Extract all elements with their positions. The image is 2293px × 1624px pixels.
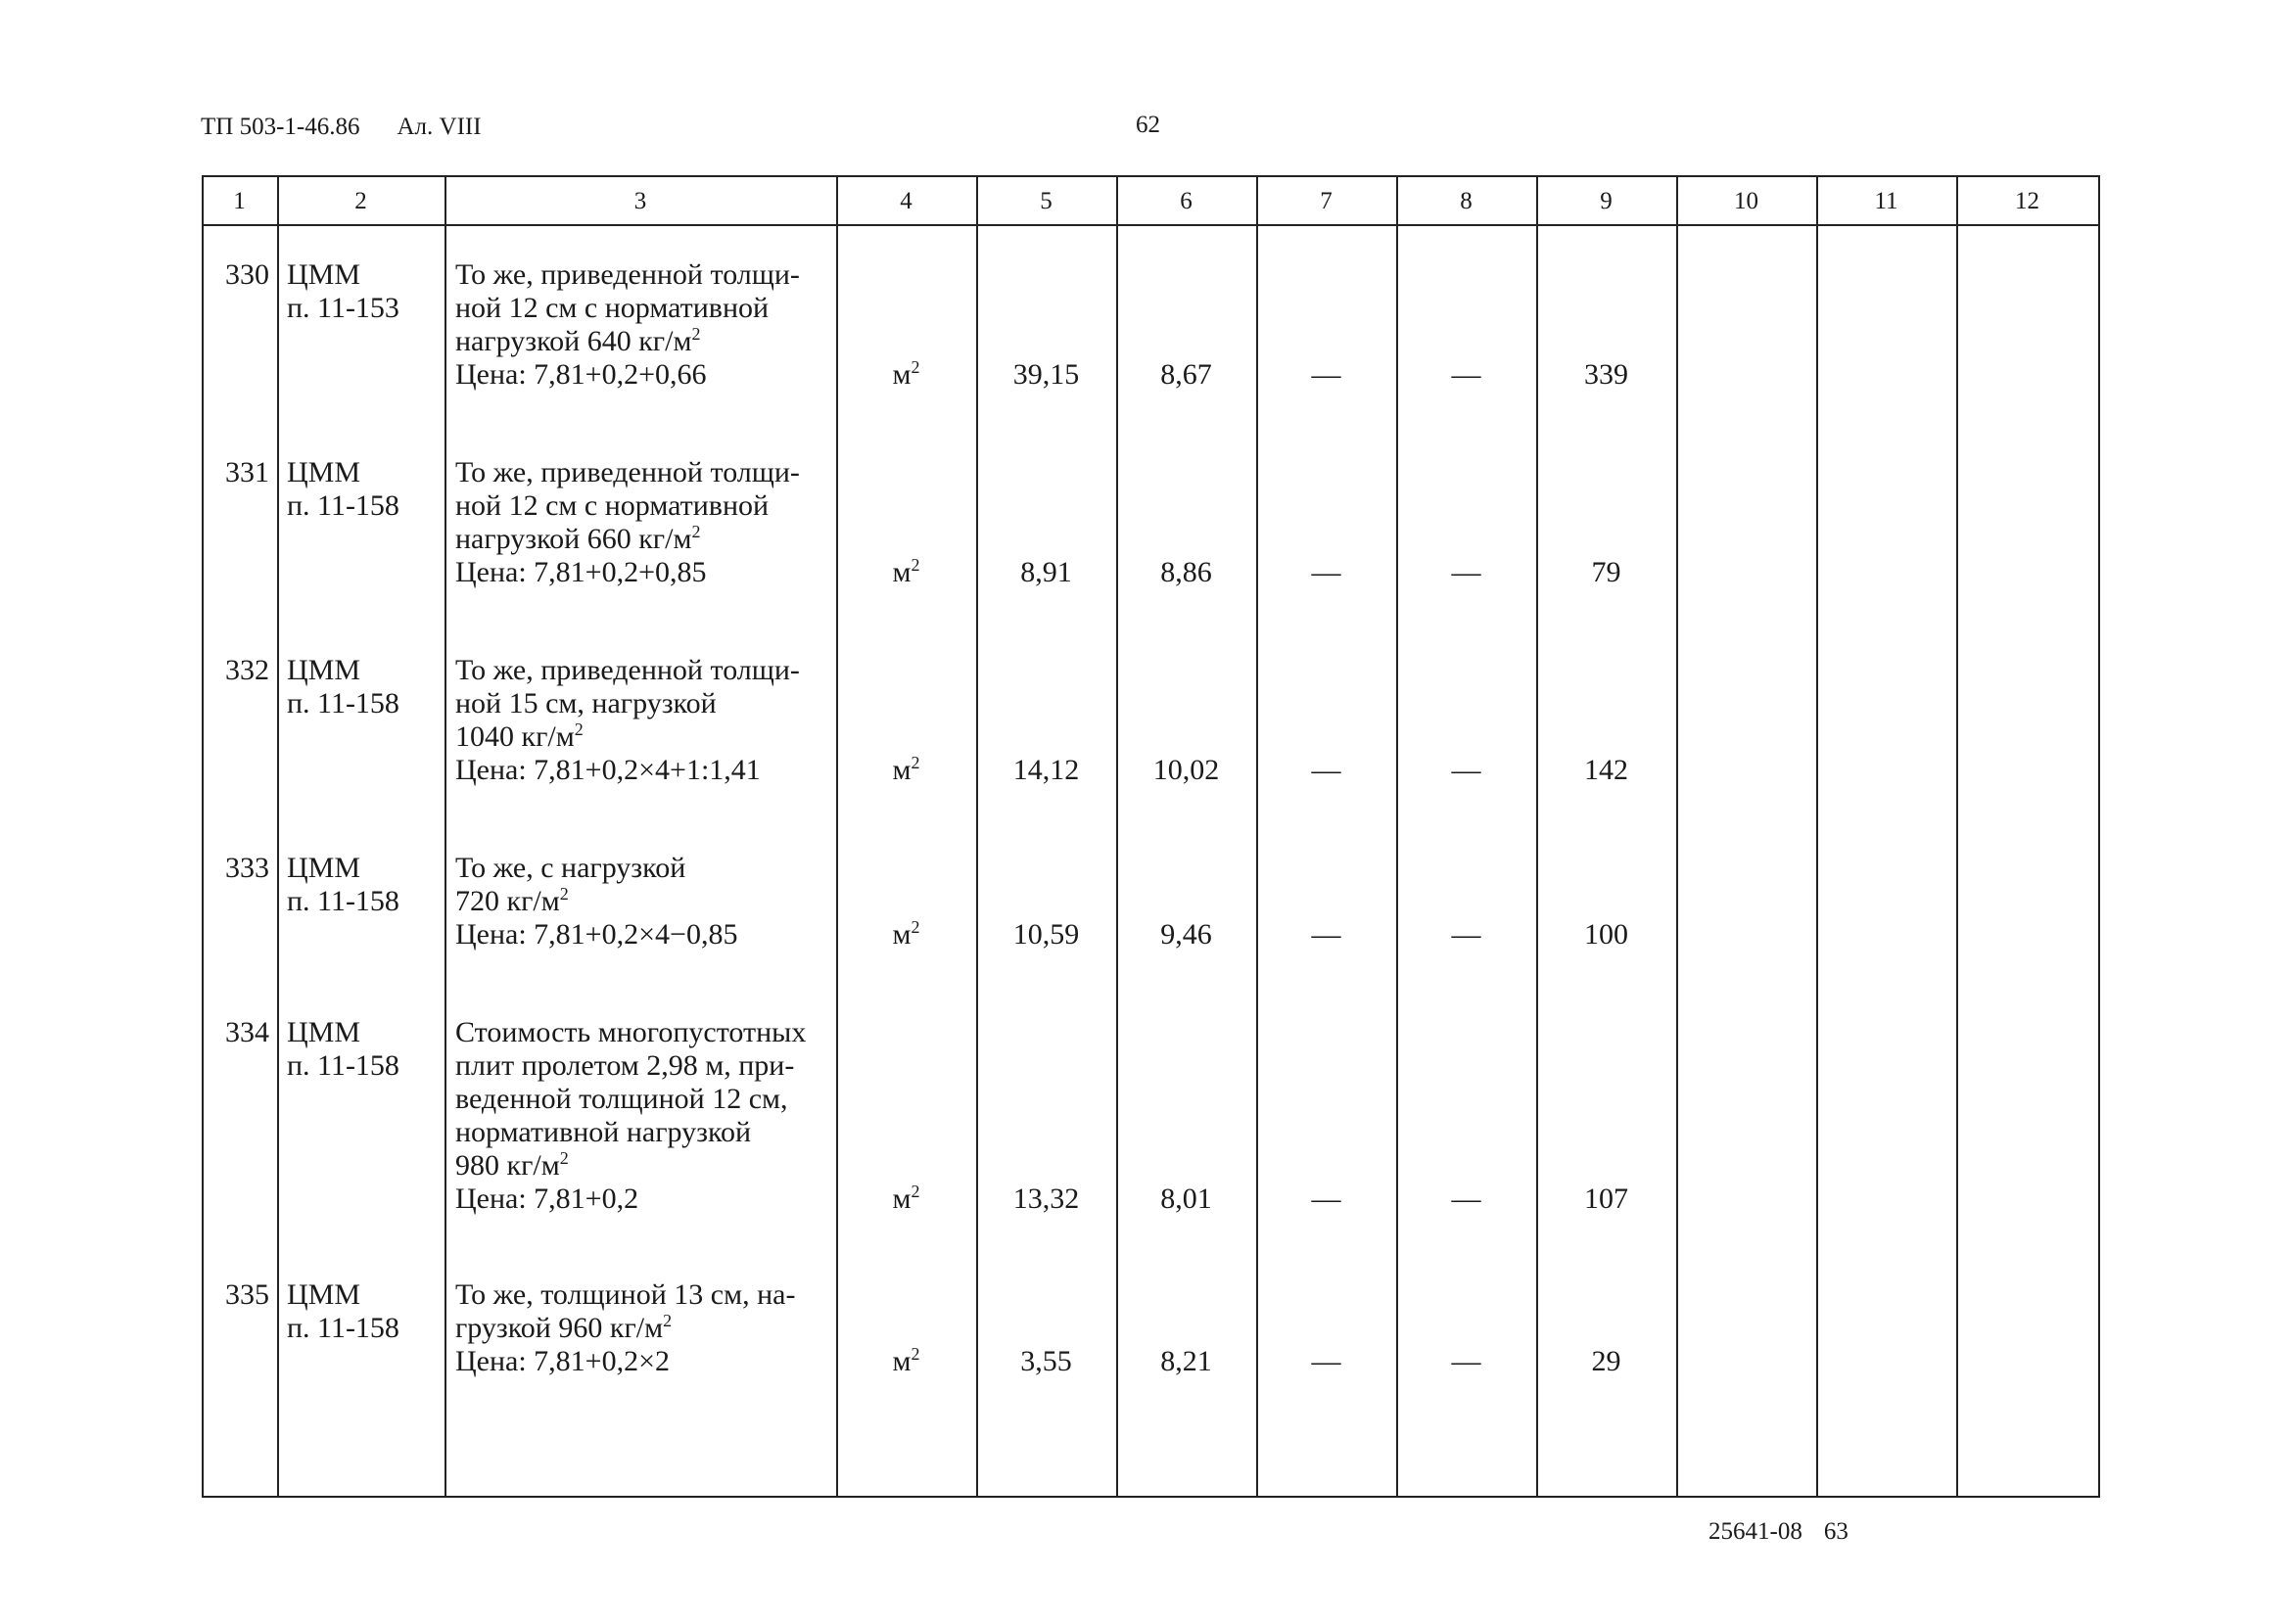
unit-superscript: 2 <box>911 753 920 772</box>
col-border <box>2098 175 2100 1498</box>
column-number: 11 <box>1874 188 1898 214</box>
row-code-line: п. 11-158 <box>287 885 399 917</box>
footer-page-number: 63 <box>1823 1518 1848 1545</box>
column-number: 2 <box>354 188 367 214</box>
unit-superscript: 2 <box>691 522 701 541</box>
value-col-5: 8,91 <box>1020 556 1072 588</box>
row-unit <box>836 1345 976 1378</box>
column-number: 7 <box>1320 188 1333 214</box>
row-code <box>287 1016 399 1083</box>
unit-text: м <box>892 1345 912 1377</box>
description-text: То же, толщиной 13 см, на- <box>455 1278 796 1311</box>
col-border <box>1816 175 1818 1498</box>
col-border <box>277 175 279 1498</box>
description-text: Цена: 7,81+0,2+0,85 <box>455 556 707 588</box>
description-line <box>455 754 835 787</box>
doc-code-text: ТП 503-1-46.86 <box>201 114 360 140</box>
unit-superscript: 2 <box>911 555 920 575</box>
description-text: Цена: 7,81+0,2 <box>455 1183 639 1215</box>
row-code <box>287 1278 399 1345</box>
column-number: 5 <box>1040 188 1053 214</box>
description-text: То же, приведенной толщи- <box>455 456 800 488</box>
value-col-5: 10,59 <box>1012 918 1080 951</box>
row-unit <box>836 754 976 787</box>
description-text: То же, с нагрузкой <box>455 852 686 884</box>
footer-doc-number: 25641-08 <box>1708 1518 1802 1545</box>
description-line <box>455 687 835 720</box>
row-unit <box>836 358 976 392</box>
value-col-9: 142 <box>1584 754 1628 786</box>
row-description <box>455 654 835 787</box>
description-line <box>455 720 835 754</box>
description-text: То же, приведенной толщи- <box>455 654 800 686</box>
row-code-line: ЦММ <box>287 258 361 291</box>
description-text: нагрузкой 660 кг/м <box>455 523 692 555</box>
description-line <box>455 1049 835 1083</box>
value-col-6: 8,86 <box>1160 556 1212 588</box>
description-line <box>455 918 835 951</box>
description-text: 720 кг/м <box>455 885 560 917</box>
description-text: плит пролетом 2,98 м, при- <box>455 1049 795 1082</box>
description-line <box>455 1278 835 1312</box>
description-line <box>455 358 835 392</box>
value-col-7: — <box>1311 556 1341 588</box>
description-text: Цена: 7,81+0,2×4+1:1,41 <box>455 754 761 786</box>
value-col-7: — <box>1311 754 1341 786</box>
description-line <box>455 258 835 292</box>
description-text: Цена: 7,81+0,2×2 <box>455 1345 671 1377</box>
row-number: 332 <box>225 654 269 686</box>
description-text: веденной толщиной 12 см, <box>455 1083 788 1115</box>
unit-text: м <box>892 918 912 951</box>
unit-superscript: 2 <box>559 884 569 904</box>
row-code-line: п. 11-158 <box>287 1049 399 1082</box>
col-border <box>1676 175 1678 1498</box>
value-col-9: 339 <box>1584 358 1628 391</box>
value-col-9: 107 <box>1584 1183 1628 1215</box>
row-number: 334 <box>225 1016 269 1048</box>
value-col-7: — <box>1311 1345 1341 1377</box>
description-text: нагрузкой 640 кг/м <box>455 325 692 357</box>
page-number-top: 62 <box>1136 112 1160 138</box>
row-code-line: ЦММ <box>287 1016 361 1048</box>
description-line <box>455 489 835 523</box>
row-code <box>287 456 399 523</box>
description-line <box>455 1016 835 1049</box>
description-line <box>455 1183 835 1216</box>
unit-superscript: 2 <box>691 324 701 344</box>
value-col-7: — <box>1311 358 1341 391</box>
value-col-5: 13,32 <box>1012 1183 1080 1215</box>
column-number: 1 <box>233 188 246 214</box>
description-line <box>455 523 835 556</box>
footer <box>1708 1518 1848 1546</box>
description-line <box>455 325 835 358</box>
value-col-5: 14,12 <box>1012 754 1080 786</box>
row-code <box>287 852 399 918</box>
description-text: грузкой 960 кг/м <box>455 1312 664 1344</box>
description-line <box>455 556 835 589</box>
column-number: 9 <box>1600 188 1613 214</box>
column-number: 8 <box>1460 188 1473 214</box>
value-col-8: — <box>1451 918 1481 951</box>
row-code-line: п. 11-158 <box>287 687 399 719</box>
description-text: 1040 кг/м <box>455 720 575 753</box>
description-line <box>455 1083 835 1116</box>
value-col-8: — <box>1451 1345 1481 1377</box>
description-text: 980 кг/м <box>455 1149 560 1182</box>
description-text: Стоимость многопустотных <box>455 1016 807 1048</box>
description-line <box>455 1149 835 1183</box>
description-text: ной 12 см с нормативной <box>455 489 770 522</box>
unit-superscript: 2 <box>911 1182 920 1201</box>
row-description <box>455 258 835 392</box>
column-number: 3 <box>633 188 647 214</box>
unit-superscript: 2 <box>574 719 584 739</box>
row-code-line: п. 11-158 <box>287 489 399 522</box>
description-text: Цена: 7,81+0,2×4−0,85 <box>455 918 738 951</box>
row-number: 335 <box>225 1278 269 1311</box>
row-unit <box>836 1183 976 1216</box>
row-description <box>455 852 835 951</box>
column-number: 6 <box>1180 188 1193 214</box>
description-text: нормативной нагрузкой <box>455 1116 752 1148</box>
row-number: 331 <box>225 456 269 488</box>
value-col-8: — <box>1451 1183 1481 1215</box>
value-col-7: — <box>1311 918 1341 951</box>
value-col-6: 8,01 <box>1160 1183 1212 1215</box>
value-col-6: 9,46 <box>1160 918 1212 951</box>
col-border <box>445 175 446 1498</box>
document-code <box>201 114 482 141</box>
value-col-5: 3,55 <box>1020 1345 1072 1377</box>
description-line <box>455 456 835 489</box>
unit-text: м <box>892 1183 912 1215</box>
description-line <box>455 885 835 918</box>
value-col-9: 100 <box>1584 918 1628 951</box>
description-text: То же, приведенной толщи- <box>455 258 800 291</box>
description-text: ной 15 см, нагрузкой <box>455 687 717 719</box>
unit-text: м <box>892 358 912 391</box>
row-code-line: ЦММ <box>287 654 361 686</box>
row-description <box>455 456 835 589</box>
value-col-8: — <box>1451 358 1481 391</box>
value-col-6: 8,67 <box>1160 358 1212 391</box>
col-border <box>1956 175 1958 1498</box>
row-code-line: п. 11-153 <box>287 292 399 324</box>
description-line <box>455 1116 835 1149</box>
description-line <box>455 852 835 885</box>
row-unit <box>836 556 976 589</box>
row-code-line: ЦММ <box>287 852 361 884</box>
value-col-9: 79 <box>1591 556 1621 588</box>
description-line <box>455 292 835 325</box>
row-code-line: ЦММ <box>287 1278 361 1311</box>
column-number: 4 <box>900 188 913 214</box>
unit-superscript: 2 <box>911 1344 920 1364</box>
unit-superscript: 2 <box>911 917 920 937</box>
description-text: ной 12 см с нормативной <box>455 292 770 324</box>
value-col-9: 29 <box>1591 1345 1621 1377</box>
row-unit <box>836 918 976 951</box>
unit-text: м <box>892 754 912 786</box>
row-code-line: ЦММ <box>287 456 361 488</box>
row-number: 330 <box>225 258 269 291</box>
description-text: Цена: 7,81+0,2+0,66 <box>455 358 707 391</box>
row-number: 333 <box>225 852 269 884</box>
unit-text: м <box>892 556 912 588</box>
description-line <box>455 1312 835 1345</box>
row-code <box>287 654 399 720</box>
unit-superscript: 2 <box>663 1311 673 1330</box>
sheet-label: Ал. VIII <box>397 114 482 140</box>
value-col-8: — <box>1451 754 1481 786</box>
unit-superscript: 2 <box>911 357 920 377</box>
value-col-8: — <box>1451 556 1481 588</box>
value-col-5: 39,15 <box>1012 358 1080 391</box>
unit-superscript: 2 <box>559 1148 569 1168</box>
row-description <box>455 1278 835 1378</box>
column-number: 10 <box>1734 188 1758 214</box>
row-code-line: п. 11-158 <box>287 1312 399 1344</box>
value-col-6: 8,21 <box>1160 1345 1212 1377</box>
description-line <box>455 654 835 687</box>
value-col-6: 10,02 <box>1152 754 1220 786</box>
value-col-7: — <box>1311 1183 1341 1215</box>
column-number: 12 <box>2015 188 2039 214</box>
row-code <box>287 258 399 325</box>
description-line <box>455 1345 835 1378</box>
row-description <box>455 1016 835 1216</box>
